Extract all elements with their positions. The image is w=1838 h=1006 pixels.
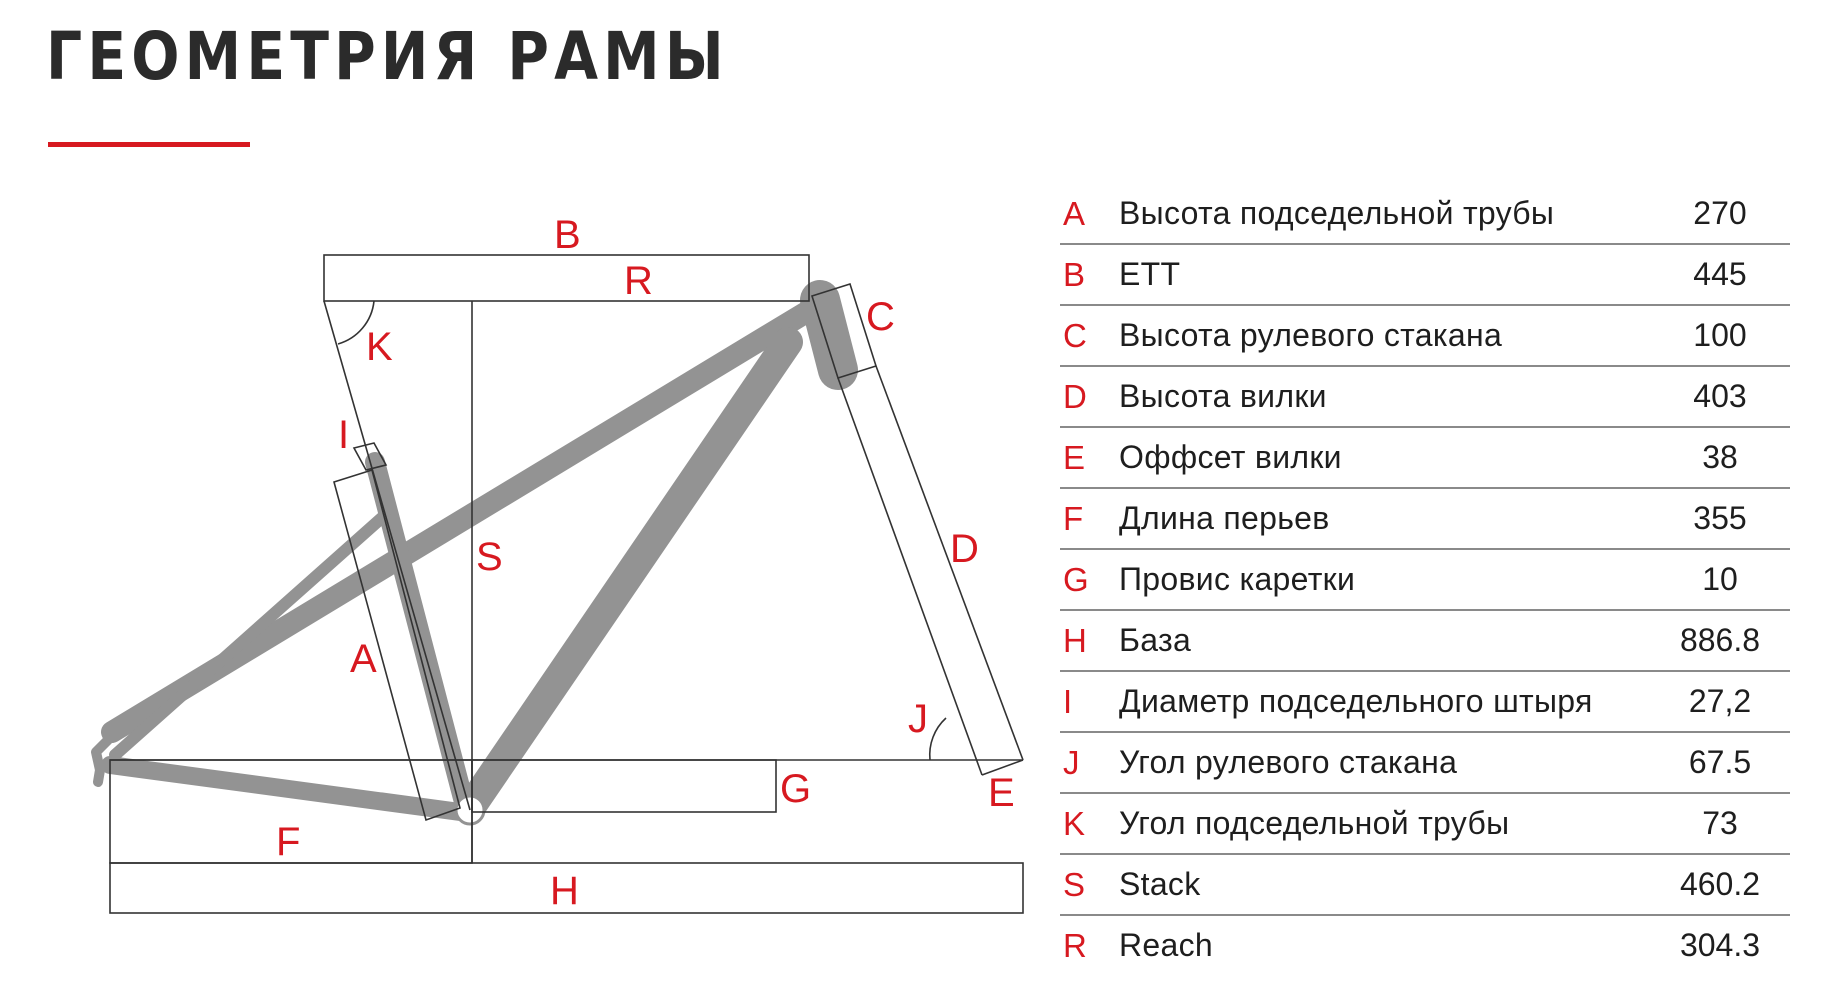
spec-row <box>1060 855 1790 916</box>
label-f: F <box>276 820 301 864</box>
label-h: H <box>550 869 579 913</box>
spec-label: Stack <box>1119 866 1201 902</box>
spec-value: 38 <box>1702 439 1738 475</box>
spec-row <box>1060 245 1790 306</box>
label-a: A <box>350 637 377 681</box>
spec-row <box>1060 367 1790 428</box>
spec-letter: J <box>1063 743 1080 781</box>
spec-letter: F <box>1063 499 1084 537</box>
spec-letter: S <box>1063 865 1086 903</box>
spec-label: Длина перьев <box>1119 500 1330 536</box>
label-s: S <box>476 535 503 579</box>
spec-value: 460.2 <box>1679 866 1761 902</box>
spec-letter: H <box>1063 621 1087 659</box>
spec-letter: R <box>1063 926 1087 964</box>
spec-row <box>1060 306 1790 367</box>
spec-label: Высота рулевого стакана <box>1119 317 1503 353</box>
spec-letter: K <box>1063 804 1086 842</box>
label-j: J <box>908 697 928 741</box>
spec-row <box>1060 672 1790 733</box>
spec-value: 445 <box>1693 256 1747 292</box>
spec-label: Диаметр подседельного штыря <box>1119 683 1593 719</box>
label-g: G <box>780 767 812 811</box>
chainstay <box>110 765 460 812</box>
ett-box <box>324 255 809 301</box>
label-c: C <box>866 295 895 339</box>
label-i: I <box>338 413 350 457</box>
bike-frame <box>96 300 838 812</box>
label-k: K <box>366 325 393 369</box>
spec-row <box>1060 733 1790 794</box>
spec-letter: I <box>1063 682 1073 720</box>
spec-letter: C <box>1063 316 1087 354</box>
spec-row <box>1060 489 1790 550</box>
geometry-spec-table <box>1060 184 1790 975</box>
spec-letter: A <box>1063 194 1086 232</box>
spec-row <box>1060 916 1790 975</box>
head-angle-arc <box>930 718 946 760</box>
spec-value: 355 <box>1693 500 1747 536</box>
spec-label: Угол рулевого стакана <box>1119 744 1458 780</box>
spec-value: 270 <box>1693 195 1747 231</box>
spec-value: 886.8 <box>1679 622 1761 658</box>
spec-label: Высота вилки <box>1119 378 1327 414</box>
spec-label: ETT <box>1119 256 1181 292</box>
label-d: D <box>950 527 979 571</box>
spec-row <box>1060 550 1790 611</box>
spec-row <box>1060 794 1790 855</box>
spec-value: 403 <box>1693 378 1747 414</box>
spec-label: Reach <box>1119 927 1213 963</box>
spec-letter: B <box>1063 255 1086 293</box>
spec-value: 100 <box>1693 317 1747 353</box>
label-b: B <box>554 213 581 257</box>
spec-row <box>1060 184 1790 245</box>
seatstay <box>115 515 385 755</box>
spec-label: Высота подседельной трубы <box>1119 195 1555 231</box>
spec-value: 73 <box>1702 805 1738 841</box>
spec-value: 10 <box>1702 561 1738 597</box>
spec-value: 304.3 <box>1679 927 1761 963</box>
spec-value: 67.5 <box>1688 744 1752 780</box>
spec-label: База <box>1119 622 1192 658</box>
spec-label: Провис каретки <box>1119 561 1356 597</box>
bb-drop-box <box>472 760 776 812</box>
label-e: E <box>988 771 1015 815</box>
spec-label: Угол подседельной трубы <box>1119 805 1510 841</box>
spec-value: 27,2 <box>1688 683 1752 719</box>
spec-letter: E <box>1063 438 1086 476</box>
head-tube <box>820 300 838 370</box>
label-r: R <box>624 259 653 303</box>
page-title: ГЕОМЕТРИЯ РАМЫ <box>46 18 729 95</box>
spec-row <box>1060 428 1790 489</box>
dimension-lines <box>110 255 1023 913</box>
spec-label: Оффсет вилки <box>1119 439 1342 475</box>
spec-row <box>1060 611 1790 672</box>
spec-letter: G <box>1063 560 1089 598</box>
spec-letter: D <box>1063 377 1087 415</box>
